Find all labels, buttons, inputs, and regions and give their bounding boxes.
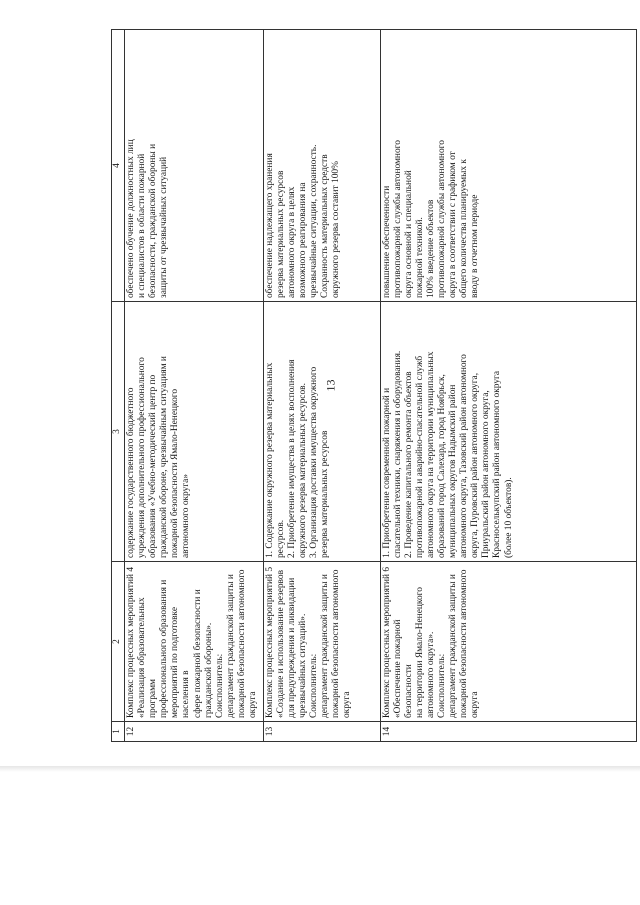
header-col-4: 4 — [112, 30, 125, 302]
table-row — [263, 30, 380, 742]
cell-line: (более 10 объектов). — [503, 477, 514, 558]
rotated-table-content — [111, 30, 637, 742]
activity-cell — [380, 302, 636, 562]
result-cell — [380, 30, 636, 302]
cell-line: Красноселькупский район автономного округа — [492, 370, 503, 558]
cell-line: учреждения дополнительного профессионального — [137, 357, 148, 558]
cell-line: безопасности, гражданской обороны и — [148, 143, 159, 298]
cell-line: «Обеспечение пожарной безопасности — [392, 617, 414, 718]
cell-line: департамент гражданской защиты и — [319, 574, 330, 718]
cell-line: ресурсов. — [275, 519, 286, 558]
cell-line: чрезвычайных ситуаций». — [297, 613, 308, 718]
table-row — [125, 30, 264, 742]
cell-line: Приуральский район автономного округа, — [481, 390, 492, 558]
table-row — [380, 30, 636, 742]
measures-table — [111, 29, 637, 742]
page-number: 13 — [323, 379, 338, 392]
cell-line: мероприятий по подготовке населения в — [170, 604, 192, 718]
header-col-2: 2 — [112, 562, 125, 722]
cell-line: Комплекс процессных мероприятий 5 — [264, 566, 275, 718]
cell-line: образований город Салехард, город Ноябрьск, — [437, 374, 447, 558]
cell-line: образования «Учебно-методический центр по — [148, 374, 159, 558]
result-cell — [125, 30, 264, 302]
cell-line: гражданской обороне, чрезвычайным ситуациям и — [159, 356, 170, 558]
program-cell — [125, 562, 264, 722]
cell-line: защиты от чрезвычайных ситуаций — [159, 156, 170, 298]
result-cell — [263, 30, 380, 302]
cell-line: Соисполнитель: — [437, 653, 447, 718]
cell-line: 100% введение объектов — [425, 199, 436, 298]
cell-line: пожарной безопасности автономного — [459, 569, 470, 718]
cell-line: Соисполнитель: — [308, 653, 319, 718]
cell-line: автономного округа» — [181, 473, 192, 558]
cell-line: округа, Пуровский район автономного округа, — [470, 372, 481, 558]
cell-line: автономного округа на территории муниципальных — [425, 351, 436, 558]
program-cell — [380, 562, 636, 722]
cell-line: автономного округа, Тазовский район автономного — [459, 354, 470, 558]
cell-line: резерва материальных ресурсов — [319, 430, 330, 558]
rotated-table-frame — [111, 30, 637, 742]
table-header-row — [112, 30, 125, 742]
activity-cell — [125, 302, 264, 562]
cell-line: округа — [248, 691, 259, 718]
row-number-cell: 14 — [380, 722, 636, 742]
cell-line: для предупреждения и ликвидации — [286, 577, 297, 718]
cell-line: 3. Организация доставки имущества окружного — [308, 366, 319, 558]
cell-line: окружного резерва составит 100% — [331, 161, 342, 298]
cell-line: Комплекс процессных мероприятий 6 — [381, 566, 392, 718]
cell-line: гражданской обороны». — [203, 622, 214, 718]
cell-line: противопожарной службы автономного — [437, 140, 447, 298]
cell-line: сфере пожарной безопасности и — [192, 589, 203, 718]
cell-line: профессионального образования и — [159, 579, 170, 718]
page-edge-shadow — [0, 766, 640, 772]
cell-line: округа — [342, 691, 353, 718]
cell-line: и специалистов в области пожарной — [137, 153, 148, 298]
cell-line: Сохранность материальных средств — [319, 154, 330, 298]
cell-line: округа в соответствии с графиком от — [448, 151, 459, 298]
header-col-3: 3 — [112, 302, 125, 562]
activity-cell — [263, 302, 380, 562]
cell-line: вводу в отчетном периоде — [470, 194, 481, 298]
cell-line: 2. Приобретение имущества в целях восполнения — [286, 359, 297, 558]
cell-line: возможного реагирования на — [297, 182, 308, 298]
cell-line: 1. Содержание окружного резерва материальных — [264, 362, 275, 558]
program-cell — [263, 562, 380, 722]
cell-line: 2. Проведение капитального ремонта объектов — [403, 371, 414, 558]
cell-line: резерва материальных ресурсов — [275, 170, 286, 298]
cell-line: округа — [470, 691, 481, 718]
cell-line: Комплекс процессных мероприятий 4 — [126, 566, 136, 718]
cell-line: округа основной и специальной — [403, 170, 414, 298]
cell-line: обеспечение надлежащего хранения — [264, 153, 275, 298]
cell-line: автономного округа». — [425, 631, 436, 718]
row-number-cell: 12 — [125, 722, 264, 742]
cell-line: противопожарной службы автономного — [392, 140, 403, 298]
cell-line: муниципальных округов Надымский район — [448, 384, 459, 558]
cell-line: пожарной безопасности Ямало-Ненецкого — [170, 388, 181, 558]
cell-line: содержание государственного бюджетного — [126, 387, 136, 558]
cell-line: 1. Приобретение современной пожарной и — [381, 387, 392, 558]
cell-line: пожарной безопасности автономного — [331, 569, 342, 718]
cell-line: «Реализация образовательных программ — [137, 595, 159, 718]
cell-line: чрезвычайные ситуации, сохранность. — [308, 144, 319, 298]
row-number-cell: 13 — [263, 722, 380, 742]
cell-line: повышение обеспеченности — [381, 185, 392, 298]
cell-line: на территории Ямало-Ненецкого — [414, 587, 425, 718]
cell-line: спасательной техники, снаряжения и оборудования. — [392, 350, 403, 558]
header-col-1: 1 — [112, 722, 125, 742]
cell-line: пожарной безопасности автономного — [236, 569, 247, 718]
cell-line: департамент гражданской защиты и — [225, 574, 236, 718]
cell-line: автономного округа в целях — [286, 186, 297, 298]
cell-line: общего количества планируемых к — [459, 159, 470, 298]
cell-line: противопожарной и аварийно-спасательной служб — [414, 355, 425, 558]
cell-line: «Создание и использование резервов — [275, 569, 286, 718]
cell-line: департамент гражданской защиты и — [448, 574, 459, 718]
cell-line: обеспечено обучение должностных лиц — [126, 139, 136, 298]
cell-line: Соисполнитель: — [214, 653, 225, 718]
cell-line: пожарной техникой. — [414, 217, 425, 298]
cell-line: окружного резерва материальных ресурсов. — [297, 383, 308, 558]
